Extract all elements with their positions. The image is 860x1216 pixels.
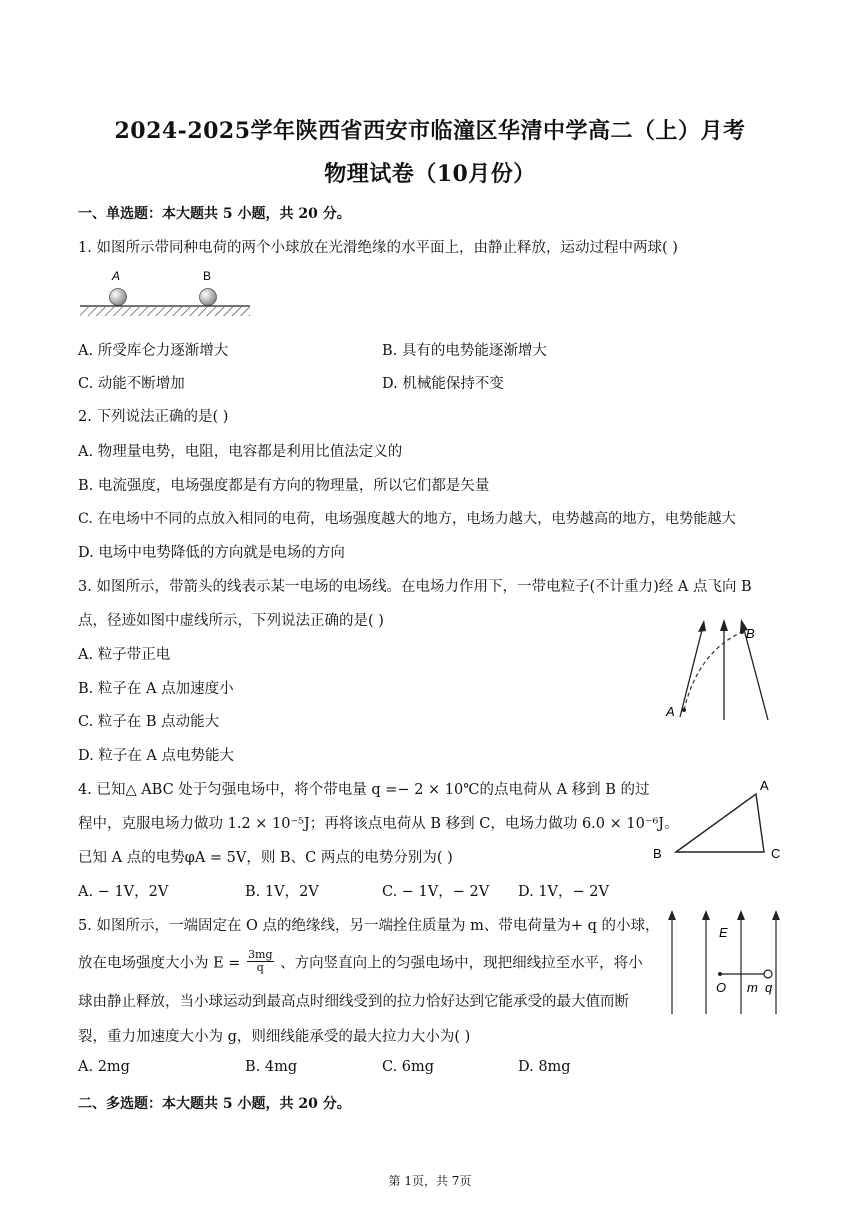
q1-option-c: C. 动能不断增加: [78, 376, 185, 392]
q5-arrowhead-4: [772, 910, 780, 920]
q4-option-a: A. − 1V，2V: [78, 884, 169, 900]
q5-option-c: C. 6mg: [382, 1059, 435, 1075]
exam-title-line2: 物理试卷（10月份）: [324, 161, 536, 187]
q5-stem-line4: 裂，重力加速度大小为 g，则细线能承受的最大拉力大小为( ): [78, 1029, 471, 1045]
q5-figure-electric-field: [662, 906, 788, 1018]
q5-option-b: B. 4mg: [245, 1059, 298, 1075]
section-heading-multiple-choice: 二、多选题：本大题共 5 小题，共 20 分。: [78, 1096, 351, 1112]
q4-option-d: D. 1V，− 2V: [518, 884, 609, 900]
q3-label-a: A: [666, 704, 675, 719]
q2-option-d: D. 电场中电势降低的方向就是电场的方向: [78, 545, 345, 561]
exam-title-line1: 2024-2025学年陕西省西安市临潼区华清中学高二（上）月考: [114, 118, 746, 144]
q2-option-c: C. 在电场中不同的点放入相同的电荷，电场强度越大的地方，电场力越大，电势越高的地方，电势能越大: [78, 511, 736, 527]
q4-option-c: C. − 1V，− 2V: [382, 884, 490, 900]
q1-option-d: D. 机械能保持不变: [382, 376, 504, 392]
q1-option-a: A. 所受库仑力逐渐增大: [78, 343, 229, 359]
q3-option-d: D. 粒子在 A 点电势能大: [78, 748, 235, 764]
q2-option-b: B. 电流强度，电场强度都是有方向的物理量，所以它们都是矢量: [78, 478, 490, 494]
q1-label-b: B: [203, 269, 212, 283]
q3-arrowhead-left: [698, 620, 706, 632]
q1-ball-a: [110, 289, 127, 306]
q5-stem-line3: 球由静止释放，当小球运动到最高点时细线受到的拉力恰好达到它能承受的最大值而断: [78, 994, 629, 1010]
q5-arrowhead-1: [668, 910, 676, 920]
q5-fraction: [247, 949, 273, 974]
q4-label-c: C: [771, 846, 781, 861]
q1-option-b: B. 具有的电势能逐渐增大: [382, 343, 547, 359]
q3-figure-field-lines: [660, 612, 780, 724]
q4-triangle-abc: [676, 794, 764, 852]
q4-label-a: A: [760, 778, 769, 793]
q4-option-b: B. 1V，2V: [245, 884, 319, 900]
q3-label-b: B: [746, 626, 755, 641]
q2-stem: 2. 下列说法正确的是( ): [78, 409, 229, 425]
q5-ball: [764, 970, 772, 978]
q5-stem-line2: [78, 948, 643, 976]
section-heading-single-choice: 一、单选题：本大题共 5 小题，共 20 分。: [78, 206, 351, 222]
q5-label-e: E: [719, 925, 728, 940]
q1-label-a: A: [112, 269, 121, 283]
q4-stem-line1: 4. 已知△ ABC 处于匀强电场中，将个带电量 q =− 2 × 10℃的点电荷从 A 移到 B 的过: [78, 782, 650, 798]
q4-label-b: B: [653, 846, 662, 861]
q5-label-q: q: [765, 980, 773, 995]
q5-label-o: O: [716, 980, 727, 995]
q3-option-c: C. 粒子在 B 点动能大: [78, 714, 220, 730]
q5-arrowhead-2: [702, 910, 710, 920]
q5-pivot-o: [718, 972, 722, 976]
q3-stem-line1: 3. 如图所示，带箭头的线表示某一电场的电场线。在电场力作用下，一带电粒子(不计重力)经 A 点飞向 B: [78, 579, 752, 595]
q4-stem-line3: 已知 A 点的电势φA = 5V，则 B、C 两点的电势分别为( ): [78, 850, 453, 866]
q5-fraction-denominator: q: [256, 961, 264, 974]
q3-stem-line2: 点，径迹如图中虚线所示，下列说法正确的是( ): [78, 613, 384, 629]
q5-option-d: D. 8mg: [518, 1059, 571, 1075]
q3-point-b: [740, 630, 744, 634]
q1-ball-b: [200, 289, 217, 306]
q2-option-a: A. 物理量电势，电阻，电容都是利用比值法定义的: [78, 444, 403, 460]
q5-fraction-numerator: 3mg: [248, 948, 273, 961]
q1-surface-hatch: [80, 307, 250, 316]
page-footer: 第 1页，共 7页: [388, 1174, 472, 1188]
q5-label-m: m: [747, 980, 758, 995]
q1-stem: 1. 如图所示带同种电荷的两个小球放在光滑绝缘的水平面上，由静止释放，运动过程中两球( ): [78, 240, 678, 256]
q1-figure-two-balls: [78, 266, 253, 324]
q3-option-a: A. 粒子带正电: [78, 647, 171, 663]
q3-arrowhead-middle: [720, 619, 728, 631]
q5-arrowhead-3: [737, 910, 745, 920]
q3-particle-trajectory: [684, 632, 742, 710]
q4-stem-line2: 程中，克服电场力做功 1.2 × 10⁻⁵J；再将该点电荷从 B 移到 C，电场力做功 6.0 × 10⁻⁶J。: [78, 816, 679, 832]
q5-stem-line2-start: 放在电场强度大小为 E =: [78, 955, 241, 972]
q3-point-a: [682, 708, 686, 712]
q5-stem-line1: 5. 如图所示，一端固定在 O 点的绝缘线，另一端拴住质量为 m、带电荷量为+ q 的小球，: [78, 918, 660, 934]
q5-stem-line2-end: 、方向竖直向上的匀强电场中，现把细线拉至水平，将小: [280, 955, 643, 972]
q3-option-b: B. 粒子在 A 点加速度小: [78, 681, 234, 697]
q5-option-a: A. 2mg: [78, 1059, 130, 1075]
q4-figure-triangle: [648, 772, 788, 864]
